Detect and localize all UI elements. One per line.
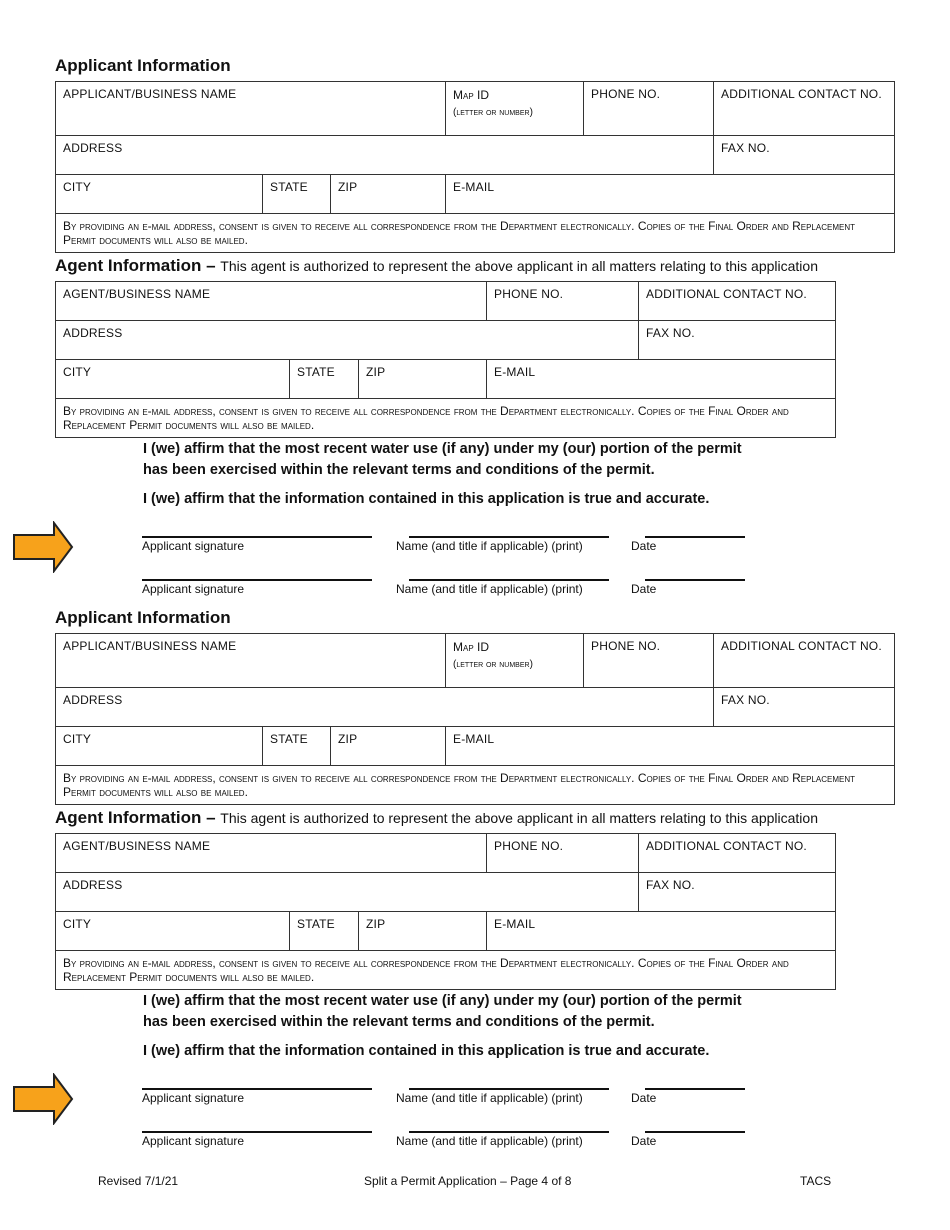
map-id-hint: (letter or number): [453, 107, 533, 118]
date-label: Date: [631, 1134, 657, 1148]
agent-phone-field[interactable]: [487, 282, 639, 321]
applicant-city-field[interactable]: [56, 175, 263, 214]
agent-fax-field[interactable]: [639, 321, 836, 360]
signature-arrow-icon: [12, 521, 74, 573]
applicant-form: [55, 633, 895, 805]
agent-form: [55, 833, 836, 990]
applicant-address-label: ADDRESS: [63, 693, 123, 707]
signature-line[interactable]: [142, 536, 372, 538]
applicant-business-name-label: APPLICANT/BUSINESS NAME: [63, 87, 237, 101]
applicant-additional-contact-field[interactable]: [714, 634, 895, 688]
agent-state-field[interactable]: [290, 912, 359, 951]
map-id-label: Map ID: [453, 640, 490, 654]
agent-city-field[interactable]: [56, 912, 290, 951]
applicant-email-field[interactable]: [446, 727, 895, 766]
applicant-phone-field[interactable]: [584, 82, 714, 136]
applicant-signature-label: Applicant signature: [142, 1134, 245, 1148]
agent-zip-field[interactable]: [359, 912, 487, 951]
applicant-form: [55, 81, 895, 253]
print-name-label: Name (and title if applicable) (print): [396, 1134, 583, 1148]
print-name-line[interactable]: [409, 1131, 609, 1133]
date-label: Date: [631, 1091, 657, 1105]
applicant-signature-label: Applicant signature: [142, 582, 245, 596]
applicant-signature-label: Applicant signature: [142, 539, 245, 553]
agent-additional-contact-field[interactable]: [639, 282, 836, 321]
applicant-additional-contact-field[interactable]: [714, 82, 895, 136]
affirm-water-use: I (we) affirm that the most recent water use (if any) under my (our) portion of the permit has been exercised within the relevant terms and conditions of the permit.: [143, 993, 742, 1030]
applicant-phone-label: PHONE NO.: [591, 639, 661, 653]
applicant-email-consent-note: By providing an e-mail address, consent is given to receive all correspondence from the Department electronically. Copies of the Final Order and Replacement Permit documents will also be mailed.: [56, 214, 895, 253]
applicant-city-label: CITY: [63, 180, 92, 194]
applicant-fax-label: FAX NO.: [721, 693, 770, 707]
agent-additional-contact-field[interactable]: [639, 834, 836, 873]
applicant-business-name-field[interactable]: [56, 82, 446, 136]
applicant-state-label: STATE: [270, 732, 308, 746]
agent-email-label: E-MAIL: [494, 917, 536, 931]
applicant-business-name-label: APPLICANT/BUSINESS NAME: [63, 639, 237, 653]
applicant-fax-field[interactable]: [714, 136, 895, 175]
agent-address-field[interactable]: [56, 321, 639, 360]
applicant-city-label: CITY: [63, 732, 92, 746]
agent-fax-label: FAX NO.: [646, 326, 695, 340]
agent-email-consent-note: By providing an e-mail address, consent is given to receive all correspondence from the Department electronically. Copies of the Final Order and Replacement Permit documents will also be mailed.: [56, 399, 836, 438]
applicant-additional-contact-label: ADDITIONAL CONTACT NO.: [721, 87, 882, 101]
affirm-water-use: I (we) affirm that the most recent water use (if any) under my (our) portion of the permit has been exercised within the relevant terms and conditions of the permit.: [143, 441, 742, 478]
applicant-additional-contact-label: ADDITIONAL CONTACT NO.: [721, 639, 882, 653]
map-id-field[interactable]: [446, 82, 584, 136]
agent-zip-label: ZIP: [366, 917, 386, 931]
agent-address-label: ADDRESS: [63, 878, 123, 892]
agent-business-name-label: AGENT/BUSINESS NAME: [63, 287, 211, 301]
footer-revised: Revised 7/1/21: [98, 1174, 179, 1188]
applicant-state-field[interactable]: [263, 727, 331, 766]
applicant-heading: Applicant Information: [55, 56, 231, 75]
applicant-business-name-field[interactable]: [56, 634, 446, 688]
agent-fax-field[interactable]: [639, 873, 836, 912]
signature-line[interactable]: [142, 1088, 372, 1090]
applicant-phone-field[interactable]: [584, 634, 714, 688]
applicant-city-field[interactable]: [56, 727, 263, 766]
agent-heading-title: Agent Information –: [55, 256, 216, 275]
print-name-label: Name (and title if applicable) (print): [396, 582, 583, 596]
agent-email-field[interactable]: [487, 912, 836, 951]
agent-heading-title: Agent Information –: [55, 808, 216, 827]
applicant-email-label: E-MAIL: [453, 732, 495, 746]
date-label: Date: [631, 582, 657, 596]
applicant-zip-field[interactable]: [331, 727, 446, 766]
affirm-accuracy: I (we) affirm that the information contained in this application is true and accurate.: [143, 1043, 710, 1059]
agent-heading-subtitle: This agent is authorized to represent the above applicant in all matters relating to this application: [220, 810, 818, 826]
agent-city-label: CITY: [63, 365, 92, 379]
applicant-heading: Applicant Information: [55, 608, 231, 627]
agent-heading-subtitle: This agent is authorized to represent the above applicant in all matters relating to this application: [220, 258, 818, 274]
applicant-email-label: E-MAIL: [453, 180, 495, 194]
applicant-state-label: STATE: [270, 180, 308, 194]
date-line[interactable]: [645, 536, 745, 538]
agent-address-field[interactable]: [56, 873, 639, 912]
applicant-zip-label: ZIP: [338, 732, 358, 746]
affirm-accuracy: I (we) affirm that the information contained in this application is true and accurate.: [143, 491, 710, 507]
applicant-email-field[interactable]: [446, 175, 895, 214]
applicant-state-field[interactable]: [263, 175, 331, 214]
date-label: Date: [631, 539, 657, 553]
applicant-signature-label: Applicant signature: [142, 1091, 245, 1105]
applicant-phone-label: PHONE NO.: [591, 87, 661, 101]
map-id-hint: (letter or number): [453, 659, 533, 670]
agent-phone-field[interactable]: [487, 834, 639, 873]
agent-state-label: STATE: [297, 365, 335, 379]
map-id-label: Map ID: [453, 88, 490, 102]
map-id-field[interactable]: [446, 634, 584, 688]
agent-business-name-label: AGENT/BUSINESS NAME: [63, 839, 211, 853]
agent-form: [55, 281, 836, 438]
agent-address-label: ADDRESS: [63, 326, 123, 340]
applicant-address-label: ADDRESS: [63, 141, 123, 155]
signature-line[interactable]: [142, 579, 372, 581]
agent-heading: [55, 256, 818, 276]
applicant-fax-label: FAX NO.: [721, 141, 770, 155]
agent-additional-contact-label: ADDITIONAL CONTACT NO.: [646, 839, 807, 853]
agent-phone-label: PHONE NO.: [494, 287, 564, 301]
date-line[interactable]: [645, 579, 745, 581]
agent-business-name-field[interactable]: [56, 282, 487, 321]
signature-arrow-icon: [12, 1073, 74, 1125]
applicant-zip-label: ZIP: [338, 180, 358, 194]
date-line[interactable]: [645, 1088, 745, 1090]
footer-code: TACS: [800, 1174, 832, 1188]
applicant-fax-field[interactable]: [714, 688, 895, 727]
agent-zip-field[interactable]: [359, 360, 487, 399]
signature-line[interactable]: [142, 1131, 372, 1133]
agent-additional-contact-label: ADDITIONAL CONTACT NO.: [646, 287, 807, 301]
agent-email-field[interactable]: [487, 360, 836, 399]
agent-city-label: CITY: [63, 917, 92, 931]
print-name-label: Name (and title if applicable) (print): [396, 1091, 583, 1105]
agent-heading: [55, 808, 818, 828]
footer-page: Split a Permit Application – Page 4 of 8: [364, 1174, 572, 1188]
agent-fax-label: FAX NO.: [646, 878, 695, 892]
agent-city-field[interactable]: [56, 360, 290, 399]
date-line[interactable]: [645, 1131, 745, 1133]
applicant-address-field[interactable]: [56, 688, 714, 727]
agent-state-label: STATE: [297, 917, 335, 931]
agent-email-label: E-MAIL: [494, 365, 536, 379]
applicant-email-consent-note: By providing an e-mail address, consent is given to receive all correspondence from the Department electronically. Copies of the Final Order and Replacement Permit documents will also be mailed.: [56, 766, 895, 805]
applicant-zip-field[interactable]: [331, 175, 446, 214]
print-name-line[interactable]: [409, 536, 609, 538]
agent-state-field[interactable]: [290, 360, 359, 399]
print-name-label: Name (and title if applicable) (print): [396, 539, 583, 553]
agent-zip-label: ZIP: [366, 365, 386, 379]
agent-phone-label: PHONE NO.: [494, 839, 564, 853]
agent-business-name-field[interactable]: [56, 834, 487, 873]
agent-email-consent-note: By providing an e-mail address, consent is given to receive all correspondence from the Department electronically. Copies of the Final Order and Replacement Permit documents will also be mailed.: [56, 951, 836, 990]
print-name-line[interactable]: [409, 579, 609, 581]
print-name-line[interactable]: [409, 1088, 609, 1090]
applicant-address-field[interactable]: [56, 136, 714, 175]
